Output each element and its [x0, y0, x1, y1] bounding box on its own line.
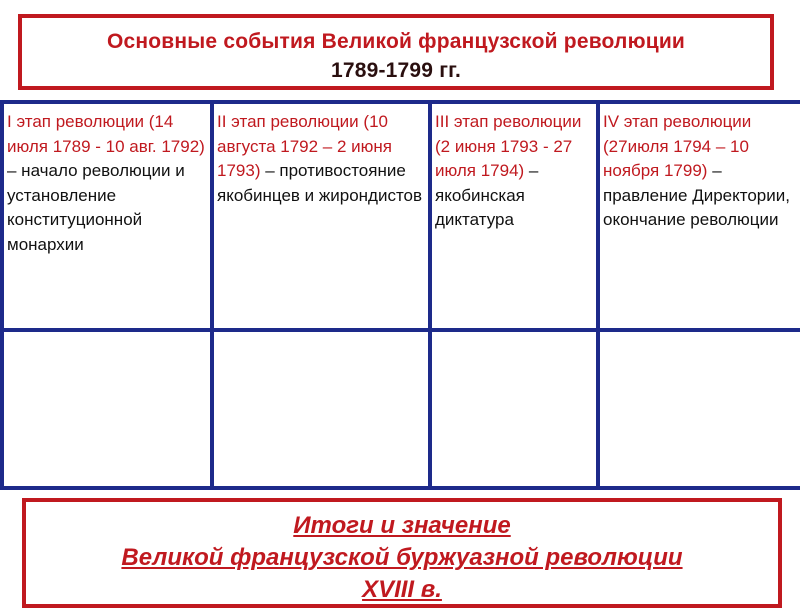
- stage-cell-1: [2, 102, 212, 330]
- stage-2-name: II этап революции: [217, 112, 359, 131]
- title-box: [18, 14, 774, 90]
- stage-2-description: – противостояние якобинцев и жирондистов: [217, 161, 423, 205]
- empty-cell: [598, 330, 800, 488]
- stage-2-dates: (10 августа 1792 – 2 июня 1793): [217, 112, 393, 180]
- stage-1-name: I этап революции: [7, 112, 144, 131]
- results-heading: Итоги и значение: [293, 512, 511, 539]
- page-title: Основные события Великой французской революции: [106, 30, 686, 53]
- stage-cell-3: [430, 102, 598, 330]
- results-box: [22, 498, 782, 608]
- stage-4-name: IV этап революции: [603, 112, 752, 131]
- empty-cell: [2, 330, 212, 488]
- stage-3-dates: (2 июня 1793 - 27 июля 1794): [435, 136, 573, 180]
- stage-cell-2: [212, 102, 430, 330]
- stages-table: [0, 100, 800, 490]
- stage-4-dates: (27июля 1794 – 10 ноября 1799): [603, 136, 749, 180]
- stage-3-name: III этап революции: [435, 112, 582, 131]
- stage-4-description: – правление Директории, окончание революции: [603, 161, 790, 229]
- results-subheading: Великой французской буржуазной революции: [121, 544, 683, 571]
- stage-3-description: – якобинская диктатура: [435, 161, 539, 229]
- stage-1-dates: (14 июля 1789 - 10 авг. 1792): [7, 112, 205, 156]
- stage-1-description: – начало революции и установление конституционной монархии: [7, 161, 185, 254]
- table-row: [2, 102, 800, 330]
- empty-cell: [212, 330, 430, 488]
- results-century: XVIII в.: [362, 576, 442, 603]
- page-title-years: 1789-1799 гг.: [330, 59, 462, 82]
- table-row: [2, 330, 800, 488]
- empty-cell: [430, 330, 598, 488]
- stage-cell-4: [598, 102, 800, 330]
